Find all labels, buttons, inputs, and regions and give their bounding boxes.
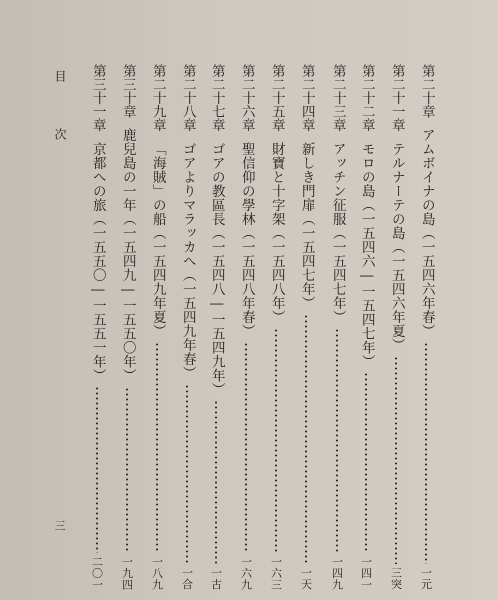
chapter-title: 聖信仰の學林（一五四八年春） [238,141,255,338]
chapter-page-number: 一六三 [269,555,283,590]
toc-entry [238,64,254,590]
toc-entry [298,64,314,590]
dot-leader [245,342,247,553]
toc-entry [149,64,165,590]
chapter-title: 「海賊」の船（一五四九年夏） [149,141,166,338]
chapter-title: 京都への旅（一五五〇―一五五一年） [89,141,106,382]
chapter-page-number: 一古 [209,567,223,590]
toc-entry [418,64,434,590]
toc-entry [179,64,195,590]
chapter-page-number: 一元 [419,567,433,590]
chapter-number: 第三十章 [119,64,136,118]
dot-leader [305,314,307,565]
chapter-page-number: 一合 [180,567,194,590]
chapter-title: アッチン征服（一五四七年） [329,141,346,324]
toc-entry [208,64,224,590]
chapter-number: 第二十三章 [329,64,346,132]
dot-leader [425,342,427,564]
chapter-number: 第二十七章 [208,64,225,132]
chapter-number: 第二十八章 [179,64,196,132]
dot-leader [336,328,338,553]
dot-leader [96,386,98,553]
chapter-number: 第二十章 [418,64,435,118]
chapter-title: ゴアよりマラッカへ（一五四九年春） [179,141,196,380]
chapter-page-number: 一天 [299,567,313,590]
toc-entry [119,64,135,590]
chapter-title: 鹿兒島の一年（一五四九―一五五〇年） [119,128,136,383]
dot-leader [156,342,158,553]
page-number: 三 [53,520,66,531]
chapter-number: 第二十九章 [149,64,166,132]
chapter-number: 第二十六章 [238,64,255,132]
dot-leader [395,356,397,565]
page-header-mokuji-2: 次 [53,128,67,140]
toc-entry [329,64,345,590]
chapter-title: 新しき門扉（一五四七年） [298,141,315,310]
dot-leader [186,384,188,565]
chapter-number: 第二十二章 [358,64,375,132]
chapter-page-number: 一四九 [330,555,344,590]
chapter-number: 第三十一章 [89,64,106,132]
dot-leader [126,387,128,553]
page-header-mokuji-1: 目 [53,70,67,82]
dot-leader [365,372,367,553]
chapter-page-number: 一六九 [239,555,253,590]
toc-entry [268,64,284,590]
dot-leader [215,400,217,564]
chapter-title: アムボイナの島（一五四六年春） [418,128,435,338]
chapter-title: ゴアの教區長（一五四八―一五四九年） [208,141,225,396]
chapter-page-number: 二〇一 [90,555,104,590]
chapter-title: テルナーテの島（一五四六年夏） [388,141,405,352]
chapter-page-number: 一九四 [120,555,134,590]
chapter-title: モロの島（一五四六―一五四七年） [358,141,375,368]
dot-leader [275,328,277,553]
chapter-number: 第二十一章 [388,64,405,132]
toc-entry [89,64,105,590]
chapter-title: 財寶と十字架（一五四八年） [268,141,285,324]
chapter-number: 第二十五章 [268,64,285,132]
toc-entry [388,64,404,590]
chapter-page-number: 三突 [389,567,403,590]
chapter-number: 第二十四章 [298,64,315,132]
toc-entry [358,64,374,590]
chapter-page-number: 一八九 [150,555,164,590]
chapter-page-number: 一四一 [359,555,373,590]
